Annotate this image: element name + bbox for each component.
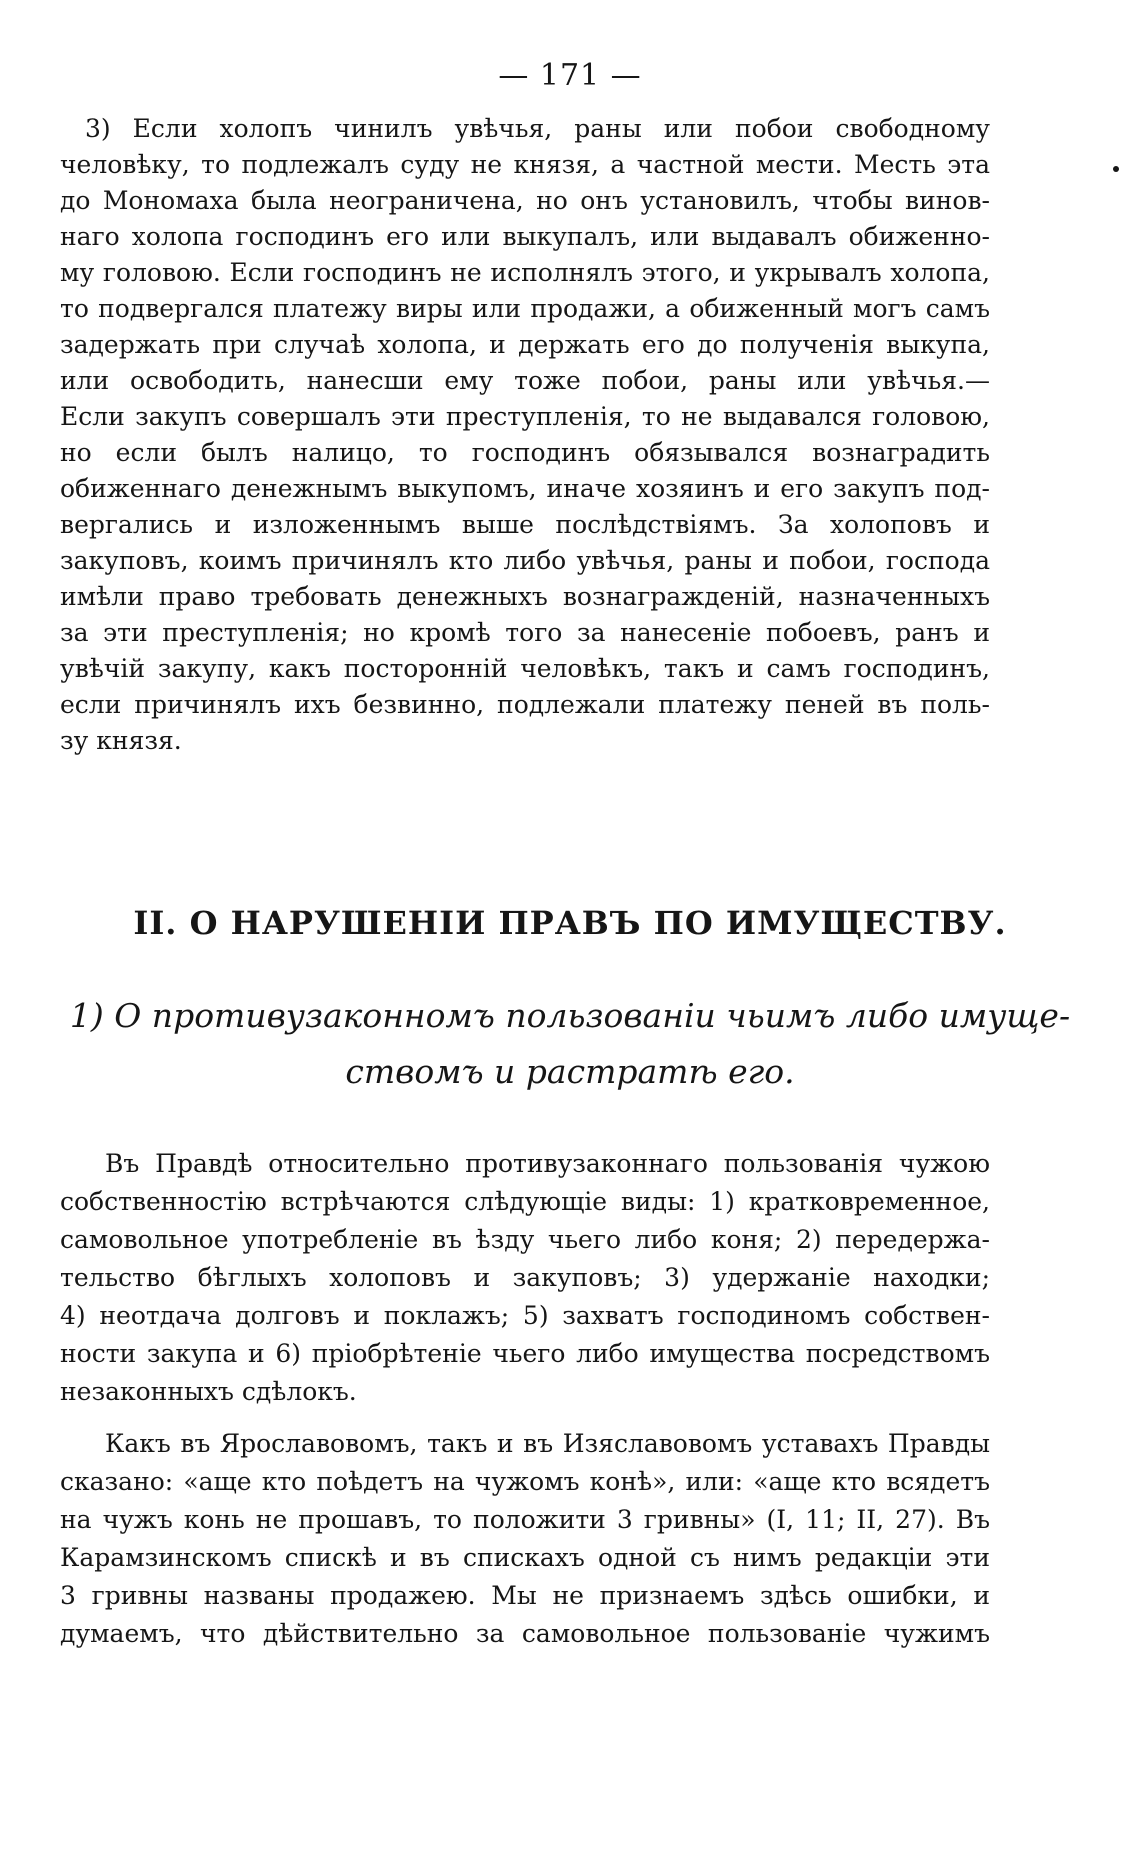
paragraph-line: 4) неотдача долговъ и поклажъ; 5) захватъ господиномъ собствен- xyxy=(60,1301,990,1330)
page-number: — 171 — xyxy=(498,58,642,93)
paragraph-line: имѣли право требовать денежныхъ вознагражденій, назначенныхъ xyxy=(60,582,990,611)
paragraph-line: то подвергался платежу виры или продажи, а обиженный могъ самъ xyxy=(60,294,990,323)
paragraph-line: незаконныхъ сдѣлокъ. xyxy=(60,1377,357,1406)
paragraph-line: вергались и изложеннымъ выше послѣдствіямъ. За холоповъ и xyxy=(60,510,990,539)
paragraph-line: на чужъ конь не прошавъ, то положити 3 гривны» (I, 11; II, 27). Въ xyxy=(60,1505,990,1534)
paragraph-line: закуповъ, коимъ причинялъ кто либо увѣчья, раны и побои, господа xyxy=(60,546,990,575)
paragraph-line: тельство бѣглыхъ холоповъ и закуповъ; 3) удержаніе находки; xyxy=(60,1263,990,1292)
paragraph-line: задержать при случаѣ холопа, и держать его до полученія выкупа, xyxy=(60,330,990,359)
paragraph-line: за эти преступленія; но кромѣ того за нанесеніе побоевъ, ранъ и xyxy=(60,618,990,647)
paragraph-line: если причинялъ ихъ безвинно, подлежали платежу пеней въ поль- xyxy=(60,690,990,719)
section-heading: II. О НАРУШЕНІИ ПРАВЪ ПО ИМУЩЕСТВУ. xyxy=(133,904,1007,942)
paragraph-line: Въ Правдѣ относительно противузаконнаго пользованія чужою xyxy=(105,1149,990,1178)
paragraph-line: Какъ въ Ярославовомъ, такъ и въ Изяславовомъ уставахъ Правды xyxy=(105,1429,990,1458)
paragraph-line: ности закупа и 6) пріобрѣтеніе чьего либо имущества посредствомъ xyxy=(60,1339,990,1368)
subheading-line: ствомъ и растратѣ его. xyxy=(345,1052,795,1091)
paragraph-line: или освободить, нанесши ему тоже побои, раны или увѣчья.— xyxy=(60,366,990,395)
paragraph-line: увѣчій закупу, какъ посторонній человѣкъ, такъ и самъ господинъ, xyxy=(60,654,990,683)
paragraph-line: до Мономаха была неограничена, но онъ установилъ, чтобы винов- xyxy=(60,186,990,215)
paragraph-line: думаемъ, что дѣйствительно за самовольное пользованіе чужимъ xyxy=(60,1619,990,1648)
paragraph-line: сказано: «аще кто поѣдетъ на чужомъ конѣ», или: «аще кто всядетъ xyxy=(60,1467,990,1496)
paragraph-line: наго холопа господинъ его или выкупалъ, или выдавалъ обиженно- xyxy=(60,222,990,251)
paragraph-line: Если закупъ совершалъ эти преступленія, то не выдавался головою, xyxy=(60,402,990,431)
subheading-line: 1) О противузаконномъ пользованіи чьимъ либо имуще- xyxy=(69,996,1071,1035)
paragraph-line: Карамзинскомъ спискѣ и въ спискахъ одной съ нимъ редакціи эти xyxy=(60,1543,990,1572)
paragraph-line: но если былъ налицо, то господинъ обязывался вознаградить xyxy=(60,438,990,467)
paragraph-line: зу князя. xyxy=(60,726,182,755)
margin-mark xyxy=(1113,166,1119,172)
paragraph-line: собственностію встрѣчаются слѣдующіе виды: 1) кратковременное, xyxy=(60,1187,990,1216)
paragraph-line: 3 гривны названы продажею. Мы не признаемъ здѣсь ошибки, и xyxy=(60,1581,990,1610)
paragraph-line: 3) Если холопъ чинилъ увѣчья, раны или побои свободному xyxy=(85,114,990,143)
paragraph-line: самовольное употребленіе въ ѣзду чьего либо коня; 2) передержа- xyxy=(60,1225,990,1254)
paragraph-line: обиженнаго денежнымъ выкупомъ, иначе хозяинъ и его закупъ под- xyxy=(60,474,990,503)
paragraph-line: человѣку, то подлежалъ суду не князя, а частной мести. Месть эта xyxy=(60,150,990,179)
paragraph-line: му головою. Если господинъ не исполнялъ этого, и укрывалъ холопа, xyxy=(60,258,990,287)
